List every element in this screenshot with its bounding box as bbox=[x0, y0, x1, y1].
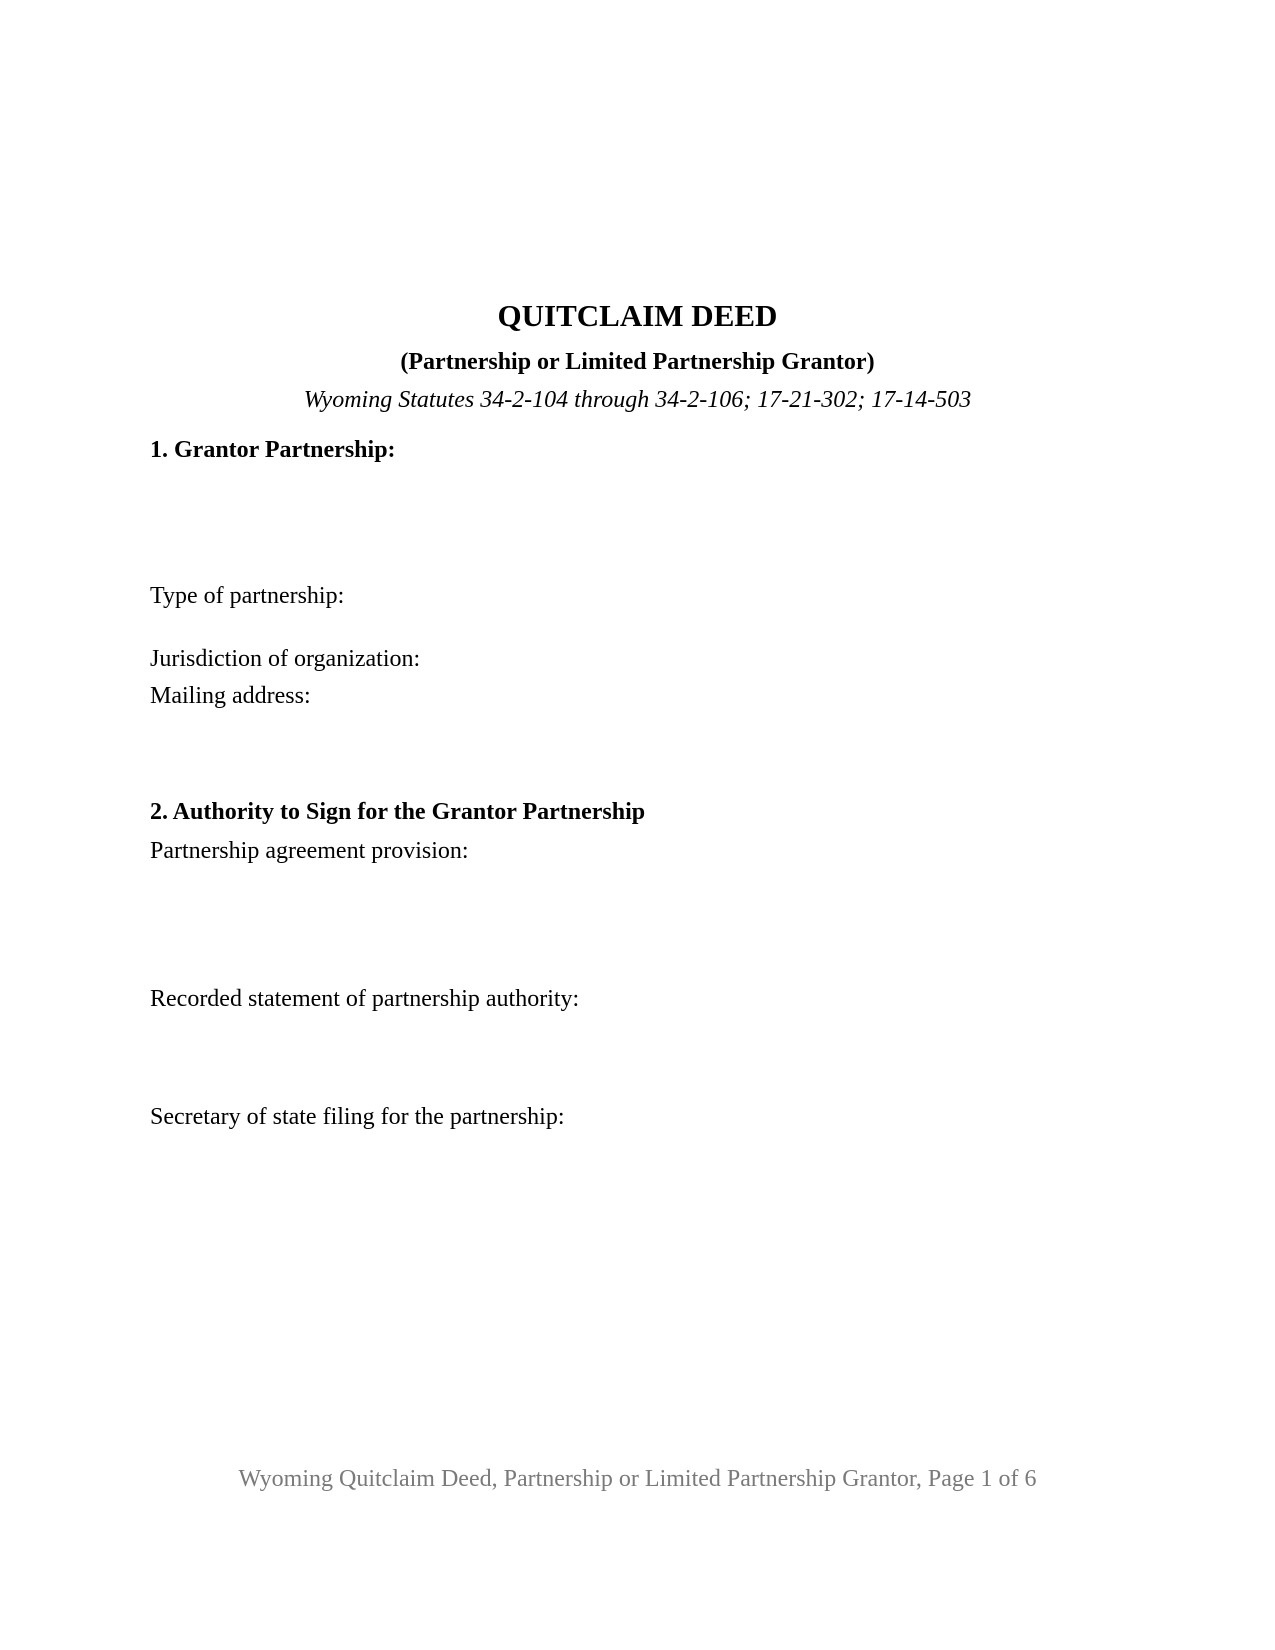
statutes-citation: Wyoming Statutes 34-2-104 through 34-2-106; 17-21-302; 17-14-503 bbox=[303, 387, 972, 413]
type-of-partnership-label: Type of partnership: bbox=[150, 583, 345, 609]
jurisdiction-label: Jurisdiction of organization: bbox=[150, 646, 421, 672]
document-title: QUITCLAIM DEED bbox=[497, 298, 778, 333]
partnership-agreement-label: Partnership agreement provision: bbox=[150, 838, 469, 864]
page-footer: Wyoming Quitclaim Deed, Partnership or Limited Partnership Grantor, Page 1 of 6 bbox=[238, 1466, 1037, 1492]
document-subtitle: (Partnership or Limited Partnership Grantor) bbox=[400, 349, 875, 375]
secretary-of-state-label: Secretary of state filing for the partnership: bbox=[150, 1104, 565, 1130]
recorded-statement-label: Recorded statement of partnership authority: bbox=[150, 986, 580, 1012]
mailing-address-label: Mailing address: bbox=[150, 683, 311, 709]
section-1-heading: 1. Grantor Partnership: bbox=[150, 437, 396, 463]
section-2-heading: 2. Authority to Sign for the Grantor Partnership bbox=[150, 799, 646, 825]
